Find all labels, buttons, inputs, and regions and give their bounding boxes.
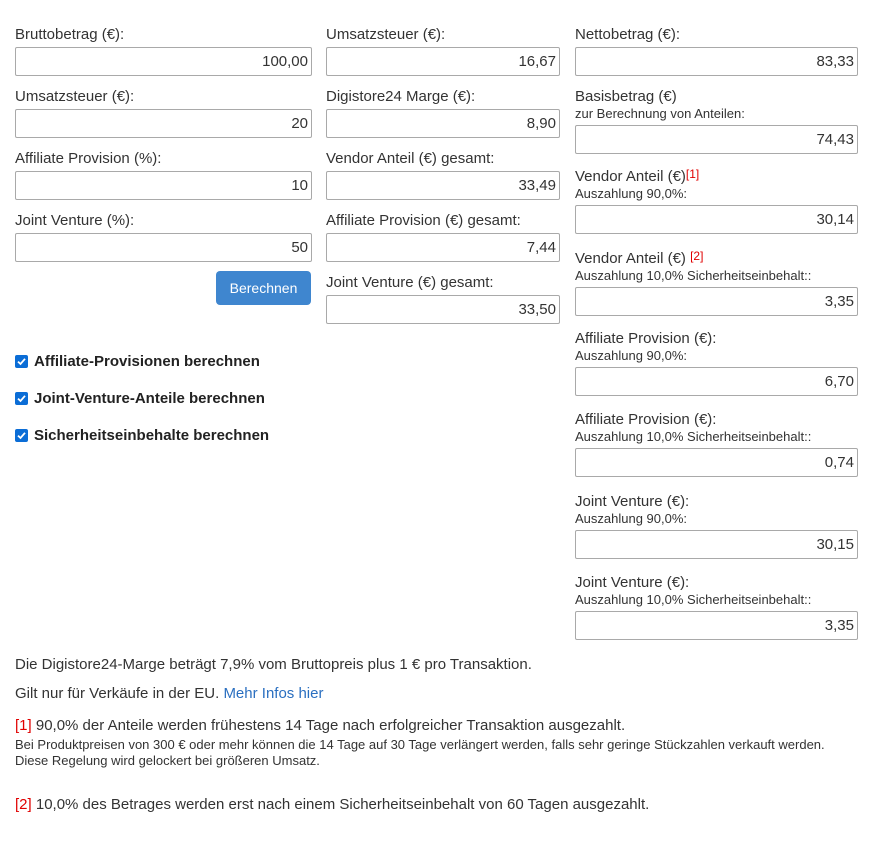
joint-venture-total-output[interactable] [326, 295, 560, 324]
net-amount-label: Nettobetrag (€): [575, 26, 681, 43]
net-amount-field [575, 26, 858, 88]
joint-venture-payout-sublabel: Auszahlung 90,0%: [575, 511, 688, 526]
checkbox-affiliate-commissions[interactable] [15, 343, 269, 380]
affiliate-total-label: Affiliate Provision (€) gesamt: [326, 212, 521, 229]
affiliate-holdback-output[interactable] [575, 448, 858, 477]
digistore-margin-field [326, 88, 560, 150]
joint-venture-payout-output[interactable] [575, 530, 858, 559]
vendor-total-label: Vendor Anteil (€) gesamt: [326, 150, 495, 167]
vat-rate-field [15, 88, 312, 150]
footnote-ref-1: [1] [685, 167, 700, 181]
footnote-1-marker: [1] [15, 717, 32, 734]
footnote-2-marker: [2] [15, 796, 32, 813]
options-checkboxes [15, 343, 269, 454]
checkbox-security-holdbacks[interactable] [15, 417, 269, 454]
affiliate-holdback-field [575, 411, 858, 493]
joint-venture-holdback-output[interactable] [575, 611, 858, 640]
vendor-total-output[interactable] [326, 171, 560, 200]
affiliate-payout-sublabel: Auszahlung 90,0%: [575, 348, 688, 363]
net-amount-output[interactable] [575, 47, 858, 76]
affiliate-payout-field [575, 330, 858, 411]
vendor-holdback-sublabel: Auszahlung 10,0% Sicherheitseinbehalt:: [575, 268, 812, 283]
affiliate-holdback-label: Affiliate Provision (€): [575, 411, 717, 428]
base-amount-sublabel: zur Berechnung von Anteilen: [575, 106, 745, 121]
base-amount-output[interactable] [575, 125, 858, 154]
digistore-margin-output[interactable] [326, 109, 560, 138]
vat-amount-output[interactable] [326, 47, 560, 76]
joint-venture-total-label: Joint Venture (€) gesamt: [326, 274, 494, 291]
affiliate-rate-input[interactable] [15, 171, 312, 200]
checkbox-label: Affiliate-Provisionen berechnen [34, 353, 260, 370]
footnote-ref-2: [2] [690, 249, 704, 263]
checkbox-joint-venture-shares[interactable] [15, 380, 269, 417]
affiliate-total-field [326, 212, 560, 274]
vendor-payout-field [575, 168, 858, 250]
digistore-margin-label: Digistore24 Marge (€): [326, 88, 476, 105]
affiliate-total-output[interactable] [326, 233, 560, 262]
base-amount-field [575, 88, 858, 168]
affiliate-holdback-sublabel: Auszahlung 10,0% Sicherheitseinbehalt:: [575, 429, 812, 444]
joint-venture-holdback-sublabel: Auszahlung 10,0% Sicherheitseinbehalt:: [575, 592, 812, 607]
affiliate-rate-field [15, 150, 312, 212]
vendor-payout-output[interactable] [575, 205, 858, 234]
payout-column [575, 26, 858, 654]
joint-venture-payout-field [575, 493, 858, 574]
gross-amount-field [15, 26, 312, 88]
margin-note: Die Digistore24-Marge beträgt 7,9% vom Bruttopreis plus 1 € pro Transaktion. [15, 656, 532, 673]
footnote-1-relaxation: Diese Regelung wird gelockert bei größeren Umsatz. [15, 753, 320, 768]
joint-venture-total-field [326, 274, 560, 336]
vendor-holdback-label: Vendor Anteil (€) [2] [575, 249, 704, 267]
calculate-button[interactable]: Berechnen [216, 271, 311, 305]
joint-venture-rate-input[interactable] [15, 233, 312, 262]
checkbox-checked-icon[interactable] [15, 429, 28, 442]
footnote-1-detail: Bei Produktpreisen von 300 € oder mehr können die 14 Tage auf 30 Tage verlängert werden, falls sehr geringe Stückzahlen verkauft werden. [15, 737, 825, 752]
vat-amount-label: Umsatzsteuer (€): [326, 26, 446, 43]
notes-section [15, 656, 860, 814]
vendor-holdback-output[interactable] [575, 287, 858, 316]
footnote-1: [1] 90,0% der Anteile werden frühestens 14 Tage nach erfolgreicher Transaktion ausgezahlt. [15, 717, 626, 734]
vendor-holdback-field [575, 250, 858, 330]
base-amount-label: Basisbetrag (€) [575, 88, 677, 105]
input-column [15, 26, 312, 274]
joint-venture-payout-label: Joint Venture (€): [575, 493, 690, 510]
vendor-payout-label: Vendor Anteil (€)[1] [575, 167, 700, 185]
affiliate-payout-label: Affiliate Provision (€): [575, 330, 717, 347]
joint-venture-holdback-label: Joint Venture (€): [575, 574, 690, 591]
eu-note: Gilt nur für Verkäufe in der EU. Mehr Infos hier [15, 685, 324, 702]
joint-venture-holdback-field [575, 574, 858, 654]
totals-column [326, 26, 560, 336]
vendor-payout-sublabel: Auszahlung 90,0%: [575, 186, 688, 201]
affiliate-payout-output[interactable] [575, 367, 858, 396]
footnote-2: [2] 10,0% des Betrages werden erst nach einem Sicherheitseinbehalt von 60 Tagen ausgezahlt. [15, 796, 650, 813]
vat-rate-label: Umsatzsteuer (€): [15, 88, 135, 105]
checkbox-checked-icon[interactable] [15, 392, 28, 405]
gross-amount-input[interactable] [15, 47, 312, 76]
checkbox-label: Joint-Venture-Anteile berechnen [34, 390, 265, 407]
gross-amount-label: Bruttobetrag (€): [15, 26, 125, 43]
vat-amount-field [326, 26, 560, 88]
vendor-total-field [326, 150, 560, 212]
joint-venture-rate-label: Joint Venture (%): [15, 212, 135, 229]
checkbox-label: Sicherheitseinbehalte berechnen [34, 427, 270, 444]
vat-rate-input[interactable] [15, 109, 312, 138]
affiliate-rate-label: Affiliate Provision (%): [15, 150, 162, 167]
more-info-link[interactable]: Mehr Infos hier [223, 685, 324, 702]
checkbox-checked-icon[interactable] [15, 355, 28, 368]
joint-venture-rate-field [15, 212, 312, 274]
